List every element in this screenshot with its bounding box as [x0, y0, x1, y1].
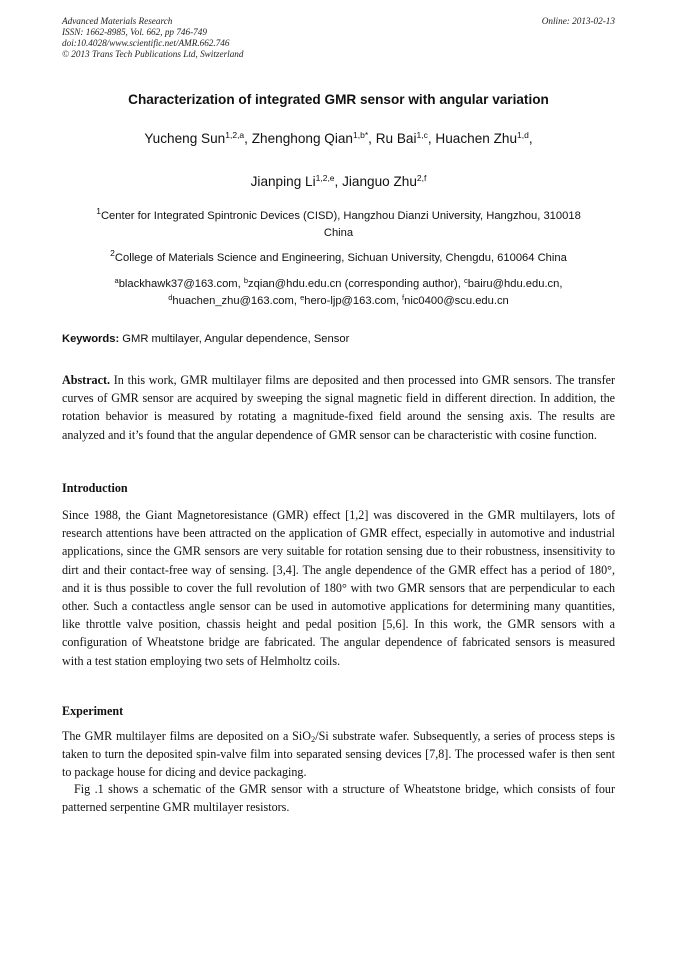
keywords-line	[62, 333, 615, 345]
author-name: Jianping Li	[250, 174, 316, 189]
email-list: $^a$blackhawk37@163.com, $^b$zqian@hdu.edu.cn (corresponding author), $^c$bairu@hdu.edu.cn, $^d$huachen_zhu@163.com, $^e$hero-ljp@163.com, $^f$nic0400@scu.edu.cn	[114, 276, 563, 307]
keywords-label: Keywords:	[62, 333, 120, 345]
abstract-text: In this work, GMR multilayer films are deposited and then processed into GMR sensors. The transfer curves of GMR sensor are acquired by sweeping the signal magnetic field in different direction. In addition, the rotation behavior is measured by rotating a magnitude-fixed field around the sensing axis. The results are analyzed and it’s found that the angular dependence of GMR sensor can be characteristic with cosine function.	[62, 373, 615, 442]
abstract-label: Abstract.	[62, 373, 111, 387]
experiment-paragraph-1: The GMR multilayer films are deposited on a SiO$_2$/Si substrate wafer. Subsequently, a series of process steps is taken to turn the deposited spin-valve film into separated sensing devices [7,8]. The processed wafer is then sent to package house for dicing and device packaging.	[62, 729, 615, 780]
issn-line: ISSN: 1662-8985, Vol. 662, pp 746-749	[62, 27, 207, 37]
author-name: Ru Bai	[375, 131, 417, 146]
author-affil-sup: 1,2,a	[225, 130, 245, 140]
affiliation-2: $^2$College of Materials Science and Engineering, Sichuan University, Chengdu, 610064 China	[110, 248, 567, 264]
section-heading-experiment: Experiment	[62, 704, 124, 718]
email-link[interactable]: hero-ljp@163.com,	[304, 295, 403, 307]
affiliation-1: $^1$Center for Integrated Spintronic Devices (CISD), Hangzhou Dianzi University, Hangzhou, 310018 China	[96, 206, 581, 239]
author-affil-sup: 1,d	[517, 130, 529, 140]
email-link[interactable]: bairu@hdu.edu.cn,	[467, 278, 563, 290]
introduction-paragraph: Since 1988, the Giant Magnetoresistance (GMR) effect [1,2] was discovered in the GMR multilayers, lots of research attentions have been attracted on the application of GMR effect, especially in automotive and industrial applications, since the GMR sensors are very suitable for rotation sensing due to their robustness, insensitivity to dirt and their contact-free way of sensing. [3,4]. The angle dependence of the GMR effect has a period of 180°, and it is thus possible to cover the full revolution of 180° with two GMR sensors that are perpendicular to each other. Such a contactless angle sensor can be used in automotive applications for determining many quantities, like throttle valve position, chassis height and pedal position [5,6]. In this work, the GMR sensors with a configuration of Wheatstone bridge are fabricated. The angular dependence of fabricated sensors is measured with a test station employing two sets of Helmholtz coils.	[62, 508, 615, 668]
experiment-paragraph-2: Fig .1 shows a schematic of the GMR sensor with a structure of Wheatstone bridge, which consists of four patterned serpentine GMR multilayer resistors.	[62, 782, 615, 815]
keywords-text: GMR multilayer, Angular dependence, Sensor	[119, 333, 350, 345]
author-name: Yucheng Sun	[144, 131, 226, 146]
online-date: Online: 2013-02-13	[541, 16, 615, 26]
email-link[interactable]: zqian@hdu.edu.cn (corresponding author),	[248, 278, 465, 290]
email-link[interactable]: blackhawk37@163.com,	[118, 278, 244, 290]
author-name: Jianguo Zhu	[342, 174, 417, 189]
journal-header	[62, 16, 615, 60]
section-heading-introduction: Introduction	[62, 481, 128, 495]
author-name: Huachen Zhu	[435, 131, 518, 146]
email-link[interactable]: nic0400@scu.edu.cn	[404, 295, 509, 307]
author-line-1: Yucheng Sun$^{1,2,a}$, Zhenghong Qian$^{1,b*}$, Ru Bai$^{1,c}$, Huachen Zhu$^{1,d}$,	[144, 130, 533, 146]
author-affil-sup: 1,c	[416, 130, 428, 140]
paper-title: Characterization of integrated GMR sensor with angular variation	[128, 92, 549, 107]
copyright-line: © 2013 Trans Tech Publications Ltd, Switzerland	[62, 49, 244, 59]
author-affil-sup: 2,f	[416, 173, 427, 183]
email-link[interactable]: huachen_zhu@163.com,	[172, 295, 301, 307]
journal-name: Advanced Materials Research	[62, 16, 173, 26]
abstract-paragraph	[62, 371, 615, 444]
doi-line: doi:10.4028/www.scientific.net/AMR.662.746	[62, 38, 230, 48]
author-line-2: Jianping Li$^{1,2,e}$, Jianguo Zhu$^{2,f}$	[250, 173, 427, 189]
author-affil-sup: 1,b*	[353, 130, 369, 140]
author-affil-sup: 1,2,e	[315, 173, 335, 183]
author-name: Zhenghong Qian	[251, 131, 353, 146]
